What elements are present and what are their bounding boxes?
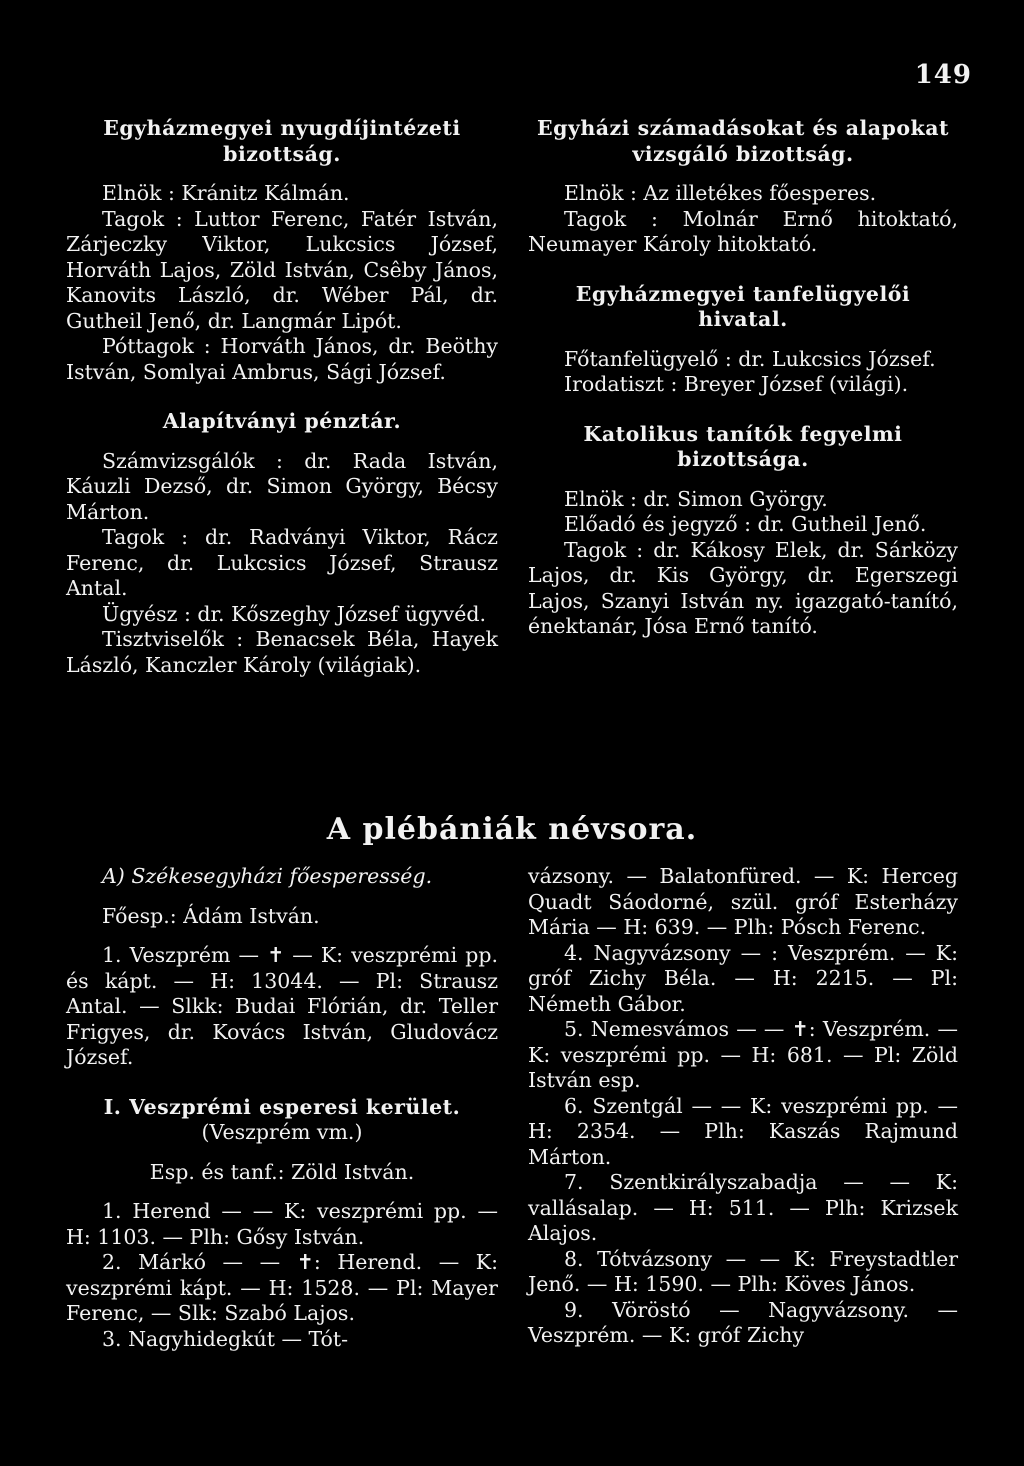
paragraph: 1. Veszprém — ✝ — K: veszprémi pp. és kápt. — H: 13044. — Pl: Strausz Antal. — Slkk: Budai Flórián, dr. Teller Frigyes, dr. Kovács István, Gludovácz József. [66,943,498,1069]
paragraph: Esp. és tanf.: Zöld István. [149,1159,415,1184]
paragraph: vázsony. — Balatonfüred. — K: Herceg Quadt Sáodorné, szül. gróf Esterházy Mária — H: 639. — Plh: Pósch Ferenc. [528,864,958,939]
left-top-column [66,116,498,678]
paragraph: Főtanfelügyelő : dr. Lukcsics József. [564,346,936,371]
page-number: 149 [914,60,972,90]
right-top-column [528,116,958,640]
paragraph: 8. Tótvázsony — — K: Freystadtler Jenő. — H: 1590. — Plh: Köves János. [528,1246,958,1296]
paragraph: 6. Szentgál — — K: veszprémi pp. — H: 2354. — Plh: Kaszás Rajmund Márton. [528,1093,958,1169]
paragraph: Tagok : dr. Radványi Viktor, Rácz Ferenc, dr. Lukcsics József, Strausz Antal. [66,525,498,600]
section-heading: Egyházmegyei tanfelügyelői hivatal. [575,281,911,331]
paragraph: 4. Nagyvázsony — : Veszprém. — K: gróf Zichy Béla. — H: 2215. — Pl: Németh Gábor. [528,940,958,1016]
paragraph: Elnök : Az illetékes főesperes. [564,181,877,205]
paragraph: Tagok : Luttor Ferenc, Fatér István, Zárjeczky Viktor, Lukcsics József, Horváth Lajos, Zöld István, Csêby János, Kanovits László, dr. Wéber Pál, dr. Gutheil Jenő, dr. Langmár Lipót. [66,206,498,333]
paragraph: Elnök : Kránitz Kálmán. [102,181,350,205]
paragraph: Elnök : dr. Simon György. [564,486,828,511]
main-title: A plébániák névsora. [326,812,698,847]
paragraph: Tagok : Molnár Ernő hitoktató, Neumayer Károly hitoktató. [528,206,958,256]
section-heading: A) Székesegyházi főesperesség. [102,864,433,888]
paragraph: 7. Szentkirályszabadja — — K: vallásalap. — H: 511. — Plh: Krizsek Alajos. [528,1170,958,1245]
paragraph: Számvizsgálók : dr. Rada István, Káuzli Dezső, dr. Simon György, Bécsy Márton. [66,448,498,524]
section-heading: I. Veszprémi esperesi kerület. [103,1094,461,1119]
section-heading: Alapítványi pénztár. [162,409,402,433]
section-heading: Egyházi számadásokat és alapokat vizsgáló bizottság. [536,116,950,166]
left-bottom-column [66,864,498,1352]
paragraph: 5. Nemesvámos — — ✝: Veszprém. — K: veszprémi pp. — H: 681. — Pl: Zöld István esp. [528,1017,958,1092]
right-bottom-column [528,864,958,1349]
section-heading: Egyházmegyei nyugdíjintézeti bizottság. [103,116,461,166]
paragraph: Póttagok : Horváth János, dr. Beöthy István, Somlyai Ambrus, Sági József. [66,334,498,384]
paragraph: Ügyész : dr. Kőszeghy József ügyvéd. [102,601,486,626]
paragraph: 2. Márkó — — ✝: Herend. — K: veszprémi kápt. — H: 1528. — Pl: Mayer Ferenc, — Slk: Szabó Lajos. [66,1250,498,1325]
paragraph: (Veszprém vm.) [201,1120,363,1144]
paragraph: Előadó és jegyző : dr. Gutheil Jenő. [564,512,927,536]
paragraph: 3. Nagyhidegkút — Tót- [102,1326,349,1351]
paragraph: Főesp.: Ádám István. [102,903,320,928]
section-heading: Katolikus tanítók fegyelmi bizottsága. [583,421,903,471]
paragraph: 1. Herend — — K: veszprémi pp. — H: 1103. — Plh: Gősy István. [66,1199,498,1249]
paragraph: Irodatiszt : Breyer József (világi). [564,372,909,396]
paragraph: Tagok : dr. Kákosy Elek, dr. Sárközy Lajos, dr. Kis György, dr. Egerszegi Lajos, Szanyi István ny. igazgató-tanító, énektanár, Jósa Ernő tanító. [528,537,958,638]
paragraph: 9. Vöröstó — Nagyvázsony. — Veszprém. — K: gróf Zichy [528,1297,958,1347]
paragraph: Tisztviselők : Benacsek Béla, Hayek László, Kanczler Károly (világiak). [66,627,498,677]
